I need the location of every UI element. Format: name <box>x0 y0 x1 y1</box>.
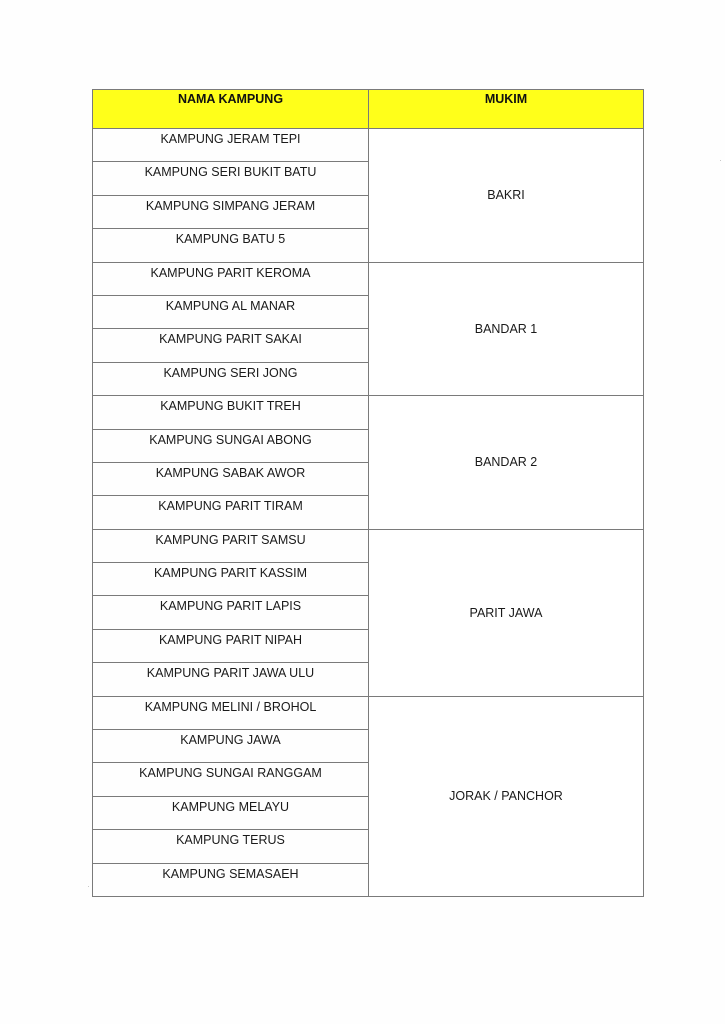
village-name-cell: KAMPUNG SERI JONG <box>93 362 369 395</box>
village-name-cell: KAMPUNG PARIT SAKAI <box>93 329 369 362</box>
mukim-cell: BAKRI <box>369 129 644 263</box>
village-name-cell: KAMPUNG JAWA <box>93 730 369 763</box>
village-name-cell: KAMPUNG PARIT SAMSU <box>93 529 369 562</box>
table-row <box>93 129 644 162</box>
village-name-cell: KAMPUNG SIMPANG JERAM <box>93 195 369 228</box>
mukim-cell: BANDAR 1 <box>369 262 644 396</box>
village-name-cell: KAMPUNG AL MANAR <box>93 295 369 328</box>
mukim-cell: JORAK / PANCHOR <box>369 696 644 896</box>
village-name-cell: KAMPUNG JERAM TEPI <box>93 129 369 162</box>
table-row <box>93 696 644 729</box>
village-name-cell: KAMPUNG PARIT KASSIM <box>93 563 369 596</box>
village-name-cell: KAMPUNG MELAYU <box>93 796 369 829</box>
village-name-cell: KAMPUNG PARIT NIPAH <box>93 629 369 662</box>
village-name-cell: KAMPUNG SERI BUKIT BATU <box>93 162 369 195</box>
table-body <box>93 129 644 897</box>
village-name-cell: KAMPUNG SABAK AWOR <box>93 462 369 495</box>
village-name-cell: KAMPUNG PARIT TIRAM <box>93 496 369 529</box>
table-row <box>93 262 644 295</box>
mukim-cell: PARIT JAWA <box>369 529 644 696</box>
village-name-cell: KAMPUNG MELINI / BROHOL <box>93 696 369 729</box>
header-mukim: MUKIM <box>369 90 644 129</box>
village-mukim-table <box>92 89 644 897</box>
village-name-cell: KAMPUNG SUNGAI RANGGAM <box>93 763 369 796</box>
village-name-cell: KAMPUNG BATU 5 <box>93 229 369 262</box>
mukim-cell: BANDAR 2 <box>369 396 644 530</box>
village-name-cell: KAMPUNG TERUS <box>93 830 369 863</box>
village-name-cell: KAMPUNG PARIT LAPIS <box>93 596 369 629</box>
scan-speck <box>88 886 89 887</box>
table-row <box>93 396 644 429</box>
header-village-name: NAMA KAMPUNG <box>93 90 369 129</box>
village-name-cell: KAMPUNG SUNGAI ABONG <box>93 429 369 462</box>
village-name-cell: KAMPUNG BUKIT TREH <box>93 396 369 429</box>
table-row <box>93 529 644 562</box>
village-name-cell: KAMPUNG SEMASAEH <box>93 863 369 896</box>
village-name-cell: KAMPUNG PARIT JAWA ULU <box>93 663 369 696</box>
village-name-cell: KAMPUNG PARIT KEROMA <box>93 262 369 295</box>
table-header-row <box>93 90 644 129</box>
scan-speck <box>720 160 721 161</box>
